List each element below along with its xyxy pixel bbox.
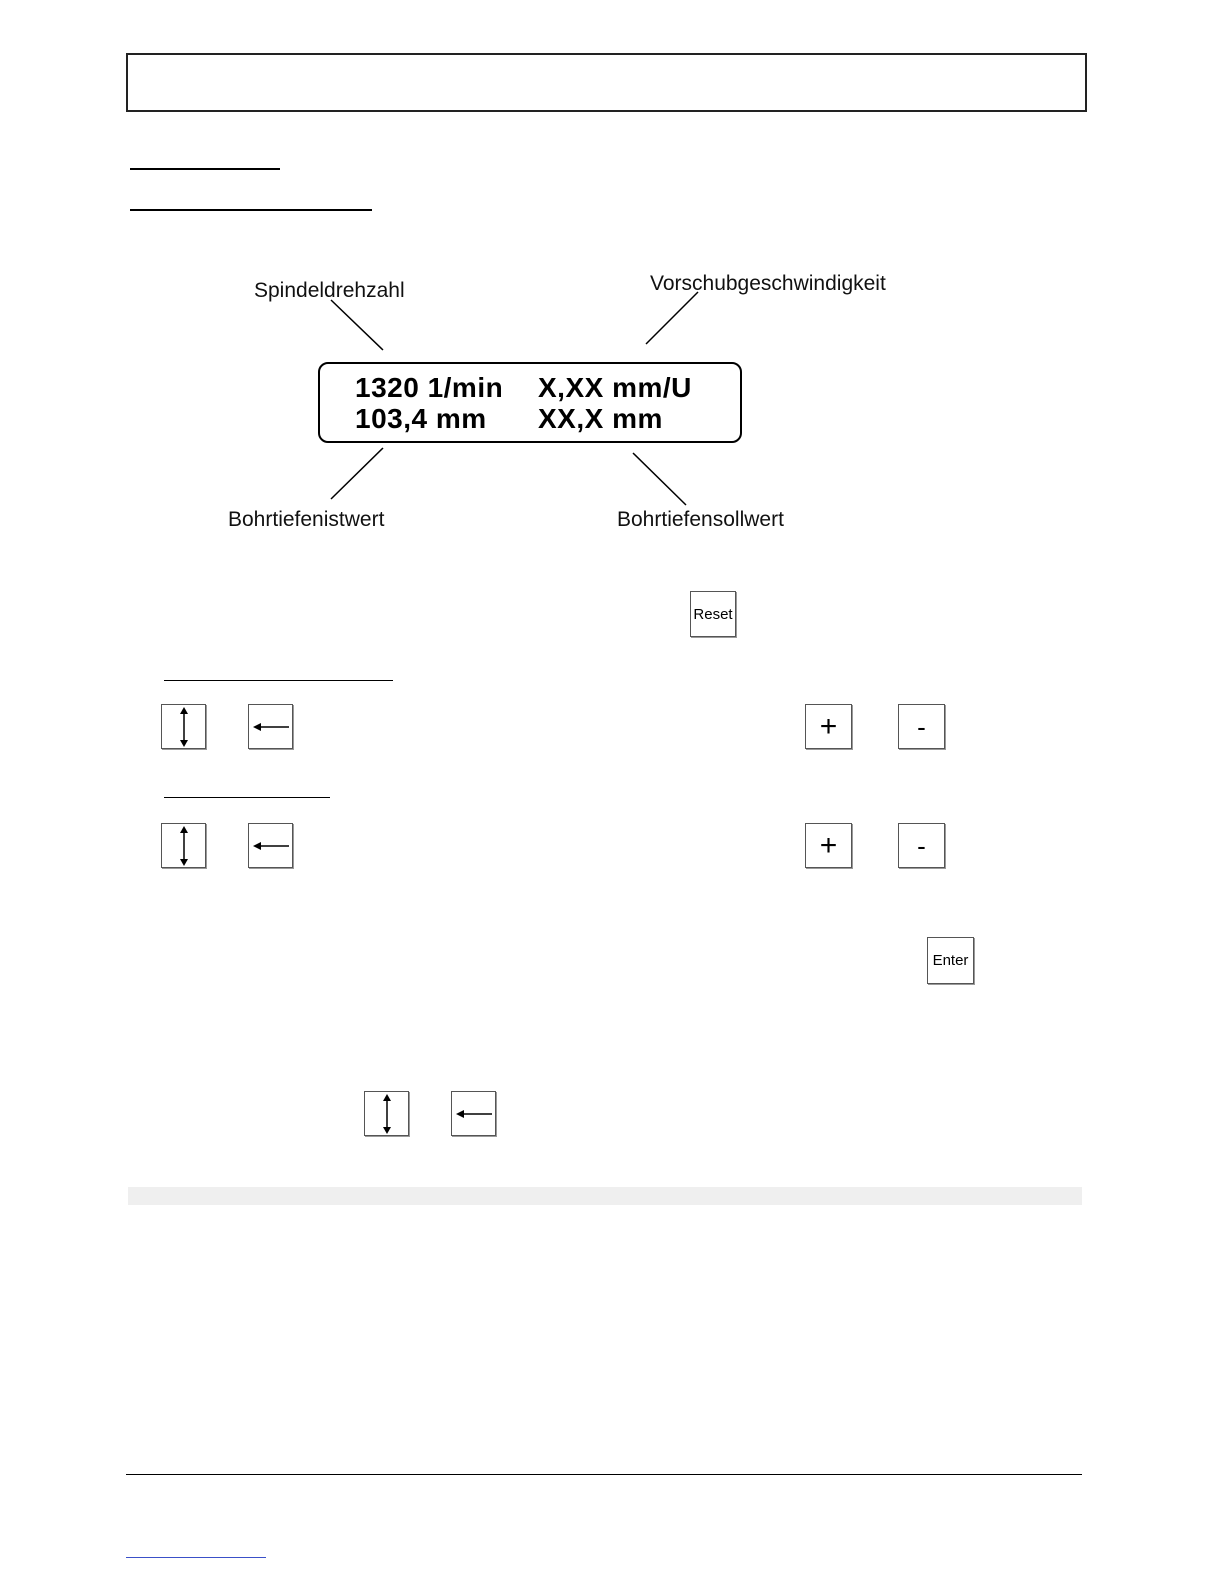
left-arrow-icon — [251, 836, 291, 856]
left-arrow-key-1[interactable] — [248, 704, 293, 749]
label-depth-actual: Bohrtiefenistwert — [228, 508, 385, 531]
left-arrow-key-3[interactable] — [451, 1091, 496, 1136]
up-down-arrow-icon — [377, 1092, 397, 1136]
lcd-feed-value: X,XX mm/U — [538, 372, 692, 403]
enter-key[interactable] — [927, 937, 974, 984]
left-arrow-icon — [454, 1104, 494, 1124]
label-spindle-speed: Spindeldrehzahl — [254, 279, 405, 302]
up-down-key-3[interactable] — [364, 1091, 409, 1136]
plus-key-1[interactable] — [805, 704, 852, 749]
enter-key-label: Enter — [932, 952, 969, 969]
minus-key-1[interactable] — [898, 704, 945, 749]
label-feed-rate: Vorschubgeschwindigkeit — [650, 272, 886, 295]
callout-lines — [0, 0, 1225, 600]
left-arrow-key-2[interactable] — [248, 823, 293, 868]
grey-separator-band — [128, 1187, 1082, 1205]
label-depth-target: Bohrtiefensollwert — [617, 508, 784, 531]
plus-key-2[interactable] — [805, 823, 852, 868]
subheading-underline-2 — [164, 797, 330, 798]
lcd-display — [318, 362, 742, 443]
up-down-arrow-icon — [174, 824, 194, 868]
plus-key-2-label: + — [819, 828, 838, 862]
minus-key-1-label: - — [917, 711, 926, 742]
left-arrow-icon — [251, 717, 291, 737]
footer-rule — [126, 1474, 1082, 1475]
reset-key[interactable] — [690, 591, 736, 637]
lcd-spindle-value: 1320 1/min — [355, 372, 504, 403]
plus-key-1-label: + — [819, 709, 838, 743]
up-down-key-1[interactable] — [161, 704, 206, 749]
reset-key-label: Reset — [693, 605, 733, 623]
lcd-depth-target-value: XX,X mm — [538, 403, 663, 434]
footer-link-underline — [126, 1557, 266, 1558]
up-down-key-2[interactable] — [161, 823, 206, 868]
minus-key-2-label: - — [917, 830, 926, 861]
subheading-underline-1 — [164, 680, 393, 681]
lcd-depth-actual-value: 103,4 mm — [355, 403, 487, 434]
up-down-arrow-icon — [174, 705, 194, 749]
minus-key-2[interactable] — [898, 823, 945, 868]
